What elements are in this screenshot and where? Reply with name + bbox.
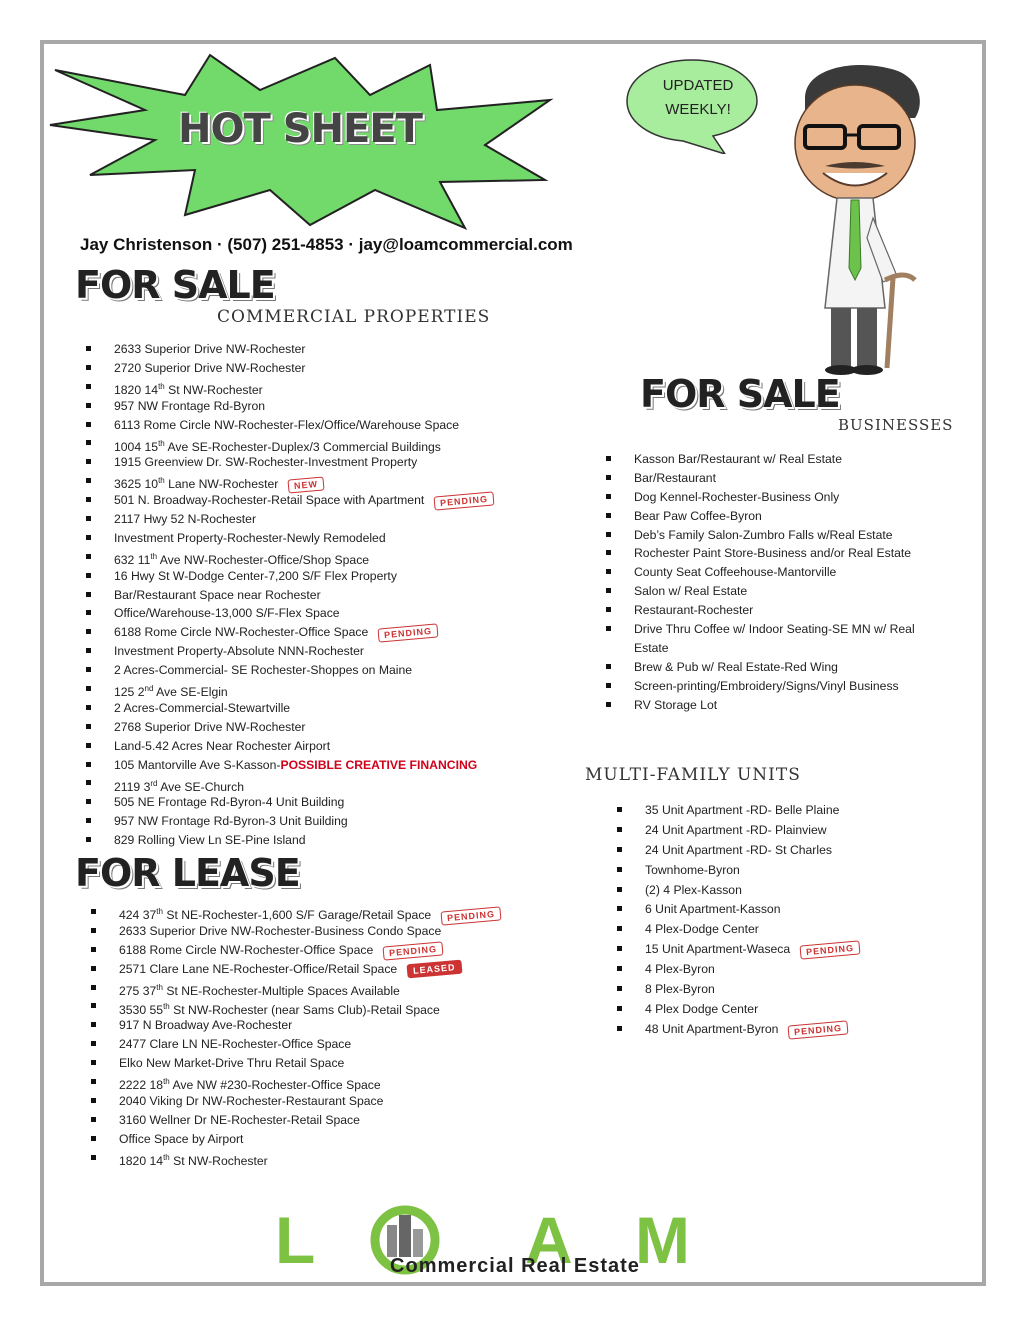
lease-item-text: 1820 14th St NW-Rochester [119, 1152, 268, 1168]
business-item [606, 582, 915, 601]
commercial-item [86, 623, 494, 642]
business-item-text: Restaurant-Rochester [634, 603, 754, 618]
lease-item [91, 1149, 501, 1168]
bullet-icon [86, 459, 91, 464]
bullet-icon [617, 906, 622, 911]
bullet-icon [606, 664, 611, 669]
multi-family-item [617, 940, 860, 960]
commercial-item [86, 831, 494, 850]
bullet-icon [606, 702, 611, 707]
business-item-text: Rochester Paint Store-Business and/or Real Estate [634, 546, 912, 561]
bullet-icon [91, 1117, 96, 1122]
lease-item [91, 1092, 501, 1111]
business-item [606, 526, 915, 545]
commercial-item [86, 812, 494, 831]
for-lease-heading: FOR LEASE [75, 851, 300, 895]
for-lease-list [91, 903, 501, 1167]
multi-family-item-text: 48 Unit Apartment-Byron [645, 1021, 779, 1036]
bullet-icon [606, 550, 611, 555]
business-item [606, 601, 915, 620]
bullet-icon [86, 818, 91, 823]
business-item [606, 677, 915, 696]
commercial-item-text: Bar/Restaurant Space near Rochester [114, 587, 321, 602]
bullet-icon [86, 573, 91, 578]
multi-family-item [617, 841, 860, 861]
bullet-icon [86, 610, 91, 615]
lease-item [91, 1035, 501, 1054]
business-item-text: Screen-printing/Embroidery/Signs/Vinyl Business [634, 678, 899, 693]
commercial-item [86, 737, 494, 756]
business-item-text: Salon w/ Real Estate [634, 584, 748, 599]
commercial-item [86, 642, 494, 661]
commercial-item-text: 1820 14th St NW-Rochester [114, 381, 263, 397]
multi-family-item [617, 1000, 860, 1020]
badge-line-1: UPDATED [662, 77, 734, 94]
lease-item [91, 960, 501, 979]
for-sale-heading: FOR SALE [75, 263, 275, 307]
logo-tagline: Commercial Real Estate [390, 1255, 640, 1277]
bullet-icon [91, 1060, 96, 1065]
multi-family-item [617, 861, 860, 881]
commercial-properties-subheading: COMMERCIAL PROPERTIES [217, 307, 491, 327]
commercial-item-text: 505 NE Frontage Rd-Byron-4 Unit Building [114, 795, 345, 810]
bullet-icon [617, 867, 622, 872]
bullet-icon [91, 909, 96, 914]
lease-item-text: 2571 Clare Lane NE-Rochester-Office/Retail Space [119, 961, 398, 976]
business-item [606, 450, 915, 469]
lease-item-text: 6188 Rome Circle NW-Rochester-Office Space [119, 942, 374, 957]
business-item [606, 620, 915, 639]
multi-family-item-text: 4 Plex-Byron [645, 962, 715, 977]
commercial-item-text: 2768 Superior Drive NW-Rochester [114, 719, 306, 734]
lease-item-text: 2477 Clare LN NE-Rochester-Office Space [119, 1037, 352, 1052]
for-sale-businesses-heading: FOR SALE [640, 372, 840, 416]
multi-family-list [617, 801, 860, 1040]
commercial-item-text: 3625 10th Lane NW-Rochester [114, 476, 279, 492]
lease-item [91, 1111, 501, 1130]
commercial-item-text: 957 NW Frontage Rd-Byron [114, 398, 266, 413]
business-item [606, 563, 915, 582]
bullet-icon [91, 1155, 96, 1160]
bullet-icon [86, 648, 91, 653]
commercial-item [86, 774, 494, 793]
bullet-icon [606, 569, 611, 574]
bullet-icon [86, 384, 91, 389]
business-item-text: Drive Thru Coffee w/ Indoor Seating-SE MN w/ Real [634, 622, 915, 637]
bullet-icon [617, 887, 622, 892]
bullet-icon [606, 475, 611, 480]
bullet-icon [606, 626, 611, 631]
new-stamp: NEW [288, 477, 325, 494]
bullet-icon [617, 1006, 622, 1011]
pending-stamp: PENDING [800, 940, 861, 959]
bullet-icon [606, 494, 611, 499]
bullet-icon [91, 985, 96, 990]
bullet-icon [86, 762, 91, 767]
multi-family-item [617, 980, 860, 1000]
lease-item-text: 2633 Superior Drive NW-Rochester-Business Condo Space [119, 923, 442, 938]
bullet-icon [91, 928, 96, 933]
commercial-item-text: Investment Property-Rochester-Newly Remodeled [114, 530, 386, 545]
contact-line: Jay Christenson · (507) 251-4853 · jay@loamcommercial.com [80, 235, 573, 254]
bullet-icon [91, 1079, 96, 1084]
multi-family-item-text: 35 Unit Apartment -RD- Belle Plaine [645, 803, 840, 817]
lease-item [91, 1130, 501, 1149]
bullet-icon [617, 966, 622, 971]
bullet-icon [91, 1003, 96, 1008]
commercial-item [86, 472, 494, 491]
business-item [606, 639, 915, 658]
pending-stamp: PENDING [788, 1020, 849, 1039]
commercial-item [86, 756, 494, 775]
bullet-icon [617, 827, 622, 832]
agent-caricature-illustration [775, 58, 935, 378]
pending-stamp: PENDING [378, 624, 439, 643]
businesses-list [606, 450, 915, 714]
lease-item [91, 903, 501, 922]
commercial-item [86, 718, 494, 737]
commercial-item-text: 6113 Rome Circle NW-Rochester-Flex/Office/Warehouse Space [114, 417, 459, 432]
lease-item-text: 275 37th St NE-Rochester-Multiple Spaces Available [119, 982, 400, 998]
business-item-text: Kasson Bar/Restaurant w/ Real Estate [634, 452, 842, 466]
bullet-icon [606, 532, 611, 537]
multi-family-item-text: 15 Unit Apartment-Waseca [645, 942, 791, 957]
commercial-item [86, 529, 494, 548]
commercial-item [86, 510, 494, 529]
lease-item-text: 917 N Broadway Ave-Rochester [119, 1018, 293, 1033]
multi-family-subheading: MULTI-FAMILY UNITS [585, 765, 801, 785]
multi-family-item-text: 4 Plex-Dodge Center [645, 922, 759, 937]
lease-item [91, 1073, 501, 1092]
logo-letter-m: M [635, 1205, 690, 1275]
business-item [606, 507, 915, 526]
multi-family-item [617, 1020, 860, 1040]
lease-item [91, 941, 501, 960]
commercial-item-text: 125 2nd Ave SE-Elgin [114, 684, 228, 700]
business-item [606, 658, 915, 677]
commercial-item [86, 680, 494, 699]
bullet-icon [86, 629, 91, 634]
business-item-text: Dog Kennel-Rochester-Business Only [634, 489, 840, 504]
commercial-item [86, 567, 494, 586]
bullet-icon [86, 743, 91, 748]
bullet-icon [617, 847, 622, 852]
lease-item [91, 1016, 501, 1035]
commercial-item-text: 957 NW Frontage Rd-Byron-3 Unit Building [114, 814, 348, 829]
bullet-icon [606, 683, 611, 688]
multi-family-item [617, 821, 860, 841]
pending-stamp: PENDING [383, 941, 444, 960]
commercial-item-text: 2720 Superior Drive NW-Rochester [114, 360, 306, 375]
multi-family-item-text: 4 Plex Dodge Center [645, 1001, 759, 1016]
commercial-item [86, 378, 494, 397]
bullet-icon [91, 1136, 96, 1141]
commercial-item-text: 632 11th Ave NW-Rochester-Office/Shop Space [114, 551, 370, 567]
lease-item-text: 3530 55th St NW-Rochester (near Sams Club)-Retail Space [119, 1001, 440, 1017]
bullet-icon [617, 1026, 622, 1031]
commercial-item-text: Office/Warehouse-13,000 S/F-Flex Space [114, 606, 340, 621]
bullet-icon [617, 986, 622, 991]
lease-item [91, 922, 501, 941]
multi-family-item [617, 881, 860, 901]
bullet-icon [86, 667, 91, 672]
lease-item-text: 424 37th St NE-Rochester-1,600 S/F Garage/Retail Space [119, 907, 432, 923]
leased-stamp: LEASED [407, 960, 463, 979]
commercial-item [86, 416, 494, 435]
creative-financing-highlight: POSSIBLE CREATIVE FINANCING [280, 757, 478, 772]
business-item-text: Brew & Pub w/ Real Estate-Red Wing [634, 659, 838, 674]
updated-weekly-text [640, 74, 756, 122]
commercial-item-text: Land-5.42 Acres Near Rochester Airport [114, 738, 331, 753]
commercial-item-text: Investment Property-Absolute NNN-Rochester [114, 644, 364, 659]
business-item-text: Bear Paw Coffee-Byron [634, 508, 762, 523]
lease-item [91, 997, 501, 1016]
multi-family-item-text: (2) 4 Plex-Kasson [645, 882, 742, 897]
business-item [606, 696, 915, 715]
bullet-icon [86, 799, 91, 804]
bullet-icon [91, 1041, 96, 1046]
pending-stamp: PENDING [441, 906, 502, 925]
multi-family-item-text: 24 Unit Apartment -RD- St Charles [645, 842, 832, 857]
bullet-icon [606, 588, 611, 593]
multi-family-item-text: 24 Unit Apartment -RD- Plainview [645, 822, 827, 837]
business-item-text: County Seat Coffeehouse-Mantorville [634, 565, 837, 580]
multi-family-item [617, 960, 860, 980]
bullet-icon [86, 497, 91, 502]
multi-family-item-text: Townhome-Byron [645, 862, 740, 877]
lease-item-text: 2222 18th Ave NW #230-Rochester-Office Space [119, 1077, 381, 1093]
bullet-icon [86, 365, 91, 370]
logo-letter-a: A [525, 1205, 573, 1275]
multi-family-item [617, 900, 860, 920]
commercial-item-text: 105 Mantorville Ave S-Kasson- [114, 757, 281, 772]
lease-item-text: 3160 Wellner Dr NE-Rochester-Retail Space [119, 1112, 360, 1127]
lease-item [91, 979, 501, 998]
lease-item-text: 2040 Viking Dr NW-Rochester-Restaurant Space [119, 1093, 384, 1108]
bullet-icon [86, 554, 91, 559]
bullet-icon [617, 807, 622, 812]
hot-sheet-title: HOT SHEET [178, 106, 422, 152]
commercial-item-text: 829 Rolling View Ln SE-Pine Island [114, 833, 306, 848]
commercial-item [86, 359, 494, 378]
commercial-item [86, 586, 494, 605]
bullet-icon [606, 456, 611, 461]
businesses-subheading: BUSINESSES [838, 416, 954, 434]
badge-line-2: WEEKLY! [665, 101, 731, 118]
business-item-text: Estate [634, 640, 669, 655]
business-item-text: RV Storage Lot [634, 697, 718, 712]
bullet-icon [86, 837, 91, 842]
lease-item [91, 1054, 501, 1073]
commercial-item [86, 434, 494, 453]
multi-family-item-text: 8 Plex-Byron [645, 982, 715, 997]
commercial-item [86, 340, 494, 359]
commercial-item [86, 699, 494, 718]
bullet-icon [86, 422, 91, 427]
lease-item-text: Elko New Market-Drive Thru Retail Space [119, 1056, 345, 1071]
pending-stamp: PENDING [434, 491, 495, 510]
commercial-item [86, 453, 494, 472]
business-item [606, 544, 915, 563]
commercial-item [86, 793, 494, 812]
commercial-item [86, 661, 494, 680]
multi-family-item [617, 920, 860, 940]
bullet-icon [86, 478, 91, 483]
business-item-text: Bar/Restaurant [634, 470, 716, 485]
bullet-icon [86, 535, 91, 540]
bullet-icon [91, 966, 96, 971]
commercial-item-text: 2 Acres-Commercial- SE Rochester-Shoppes on Maine [114, 663, 413, 678]
commercial-item-text: 2 Acres-Commercial-Stewartville [114, 700, 291, 715]
bullet-icon [91, 1022, 96, 1027]
business-item [606, 469, 915, 488]
commercial-item [86, 491, 494, 510]
bullet-icon [86, 403, 91, 408]
bullet-icon [91, 947, 96, 952]
business-item-text: Deb’s Family Salon-Zumbro Falls w/Real Estate [634, 527, 893, 542]
commercial-item-text: 2119 3rd Ave SE-Church [114, 778, 244, 794]
bullet-icon [606, 607, 611, 612]
bullet-icon [91, 1098, 96, 1103]
commercial-item-text: 16 Hwy St W-Dodge Center-7,200 S/F Flex Property [114, 568, 397, 583]
business-item [606, 488, 915, 507]
bullet-icon [86, 592, 91, 597]
lease-item-text: Office Space by Airport [119, 1131, 244, 1146]
commercial-item-text: 2633 Superior Drive NW-Rochester [114, 342, 306, 356]
bullet-icon [86, 440, 91, 445]
multi-family-item-text: 6 Unit Apartment-Kasson [645, 902, 781, 917]
bullet-icon [86, 516, 91, 521]
bullet-icon [617, 926, 622, 931]
commercial-item-text: 6188 Rome Circle NW-Rochester-Office Space [114, 625, 369, 640]
logo-letter-l: L [275, 1205, 316, 1275]
commercial-item-text: 2117 Hwy 52 N-Rochester [114, 512, 257, 527]
bullet-icon [606, 513, 611, 518]
bullet-icon [617, 946, 622, 951]
commercial-item-text: 1004 15th Ave SE-Rochester-Duplex/3 Commercial Buildings [114, 438, 441, 454]
bullet-icon [86, 780, 91, 785]
bullet-icon [86, 724, 91, 729]
bullet-icon [86, 705, 91, 710]
bullet-icon [86, 346, 91, 351]
commercial-item-text: 501 N. Broadway-Rochester-Retail Space with Apartment [114, 493, 425, 508]
commercial-item-text: 1915 Greenview Dr. SW-Rochester-Investment Property [114, 455, 418, 470]
commercial-item [86, 548, 494, 567]
commercial-item [86, 604, 494, 623]
commercial-properties-list [86, 340, 494, 850]
commercial-item [86, 397, 494, 416]
bullet-icon [86, 686, 91, 691]
multi-family-item [617, 801, 860, 821]
